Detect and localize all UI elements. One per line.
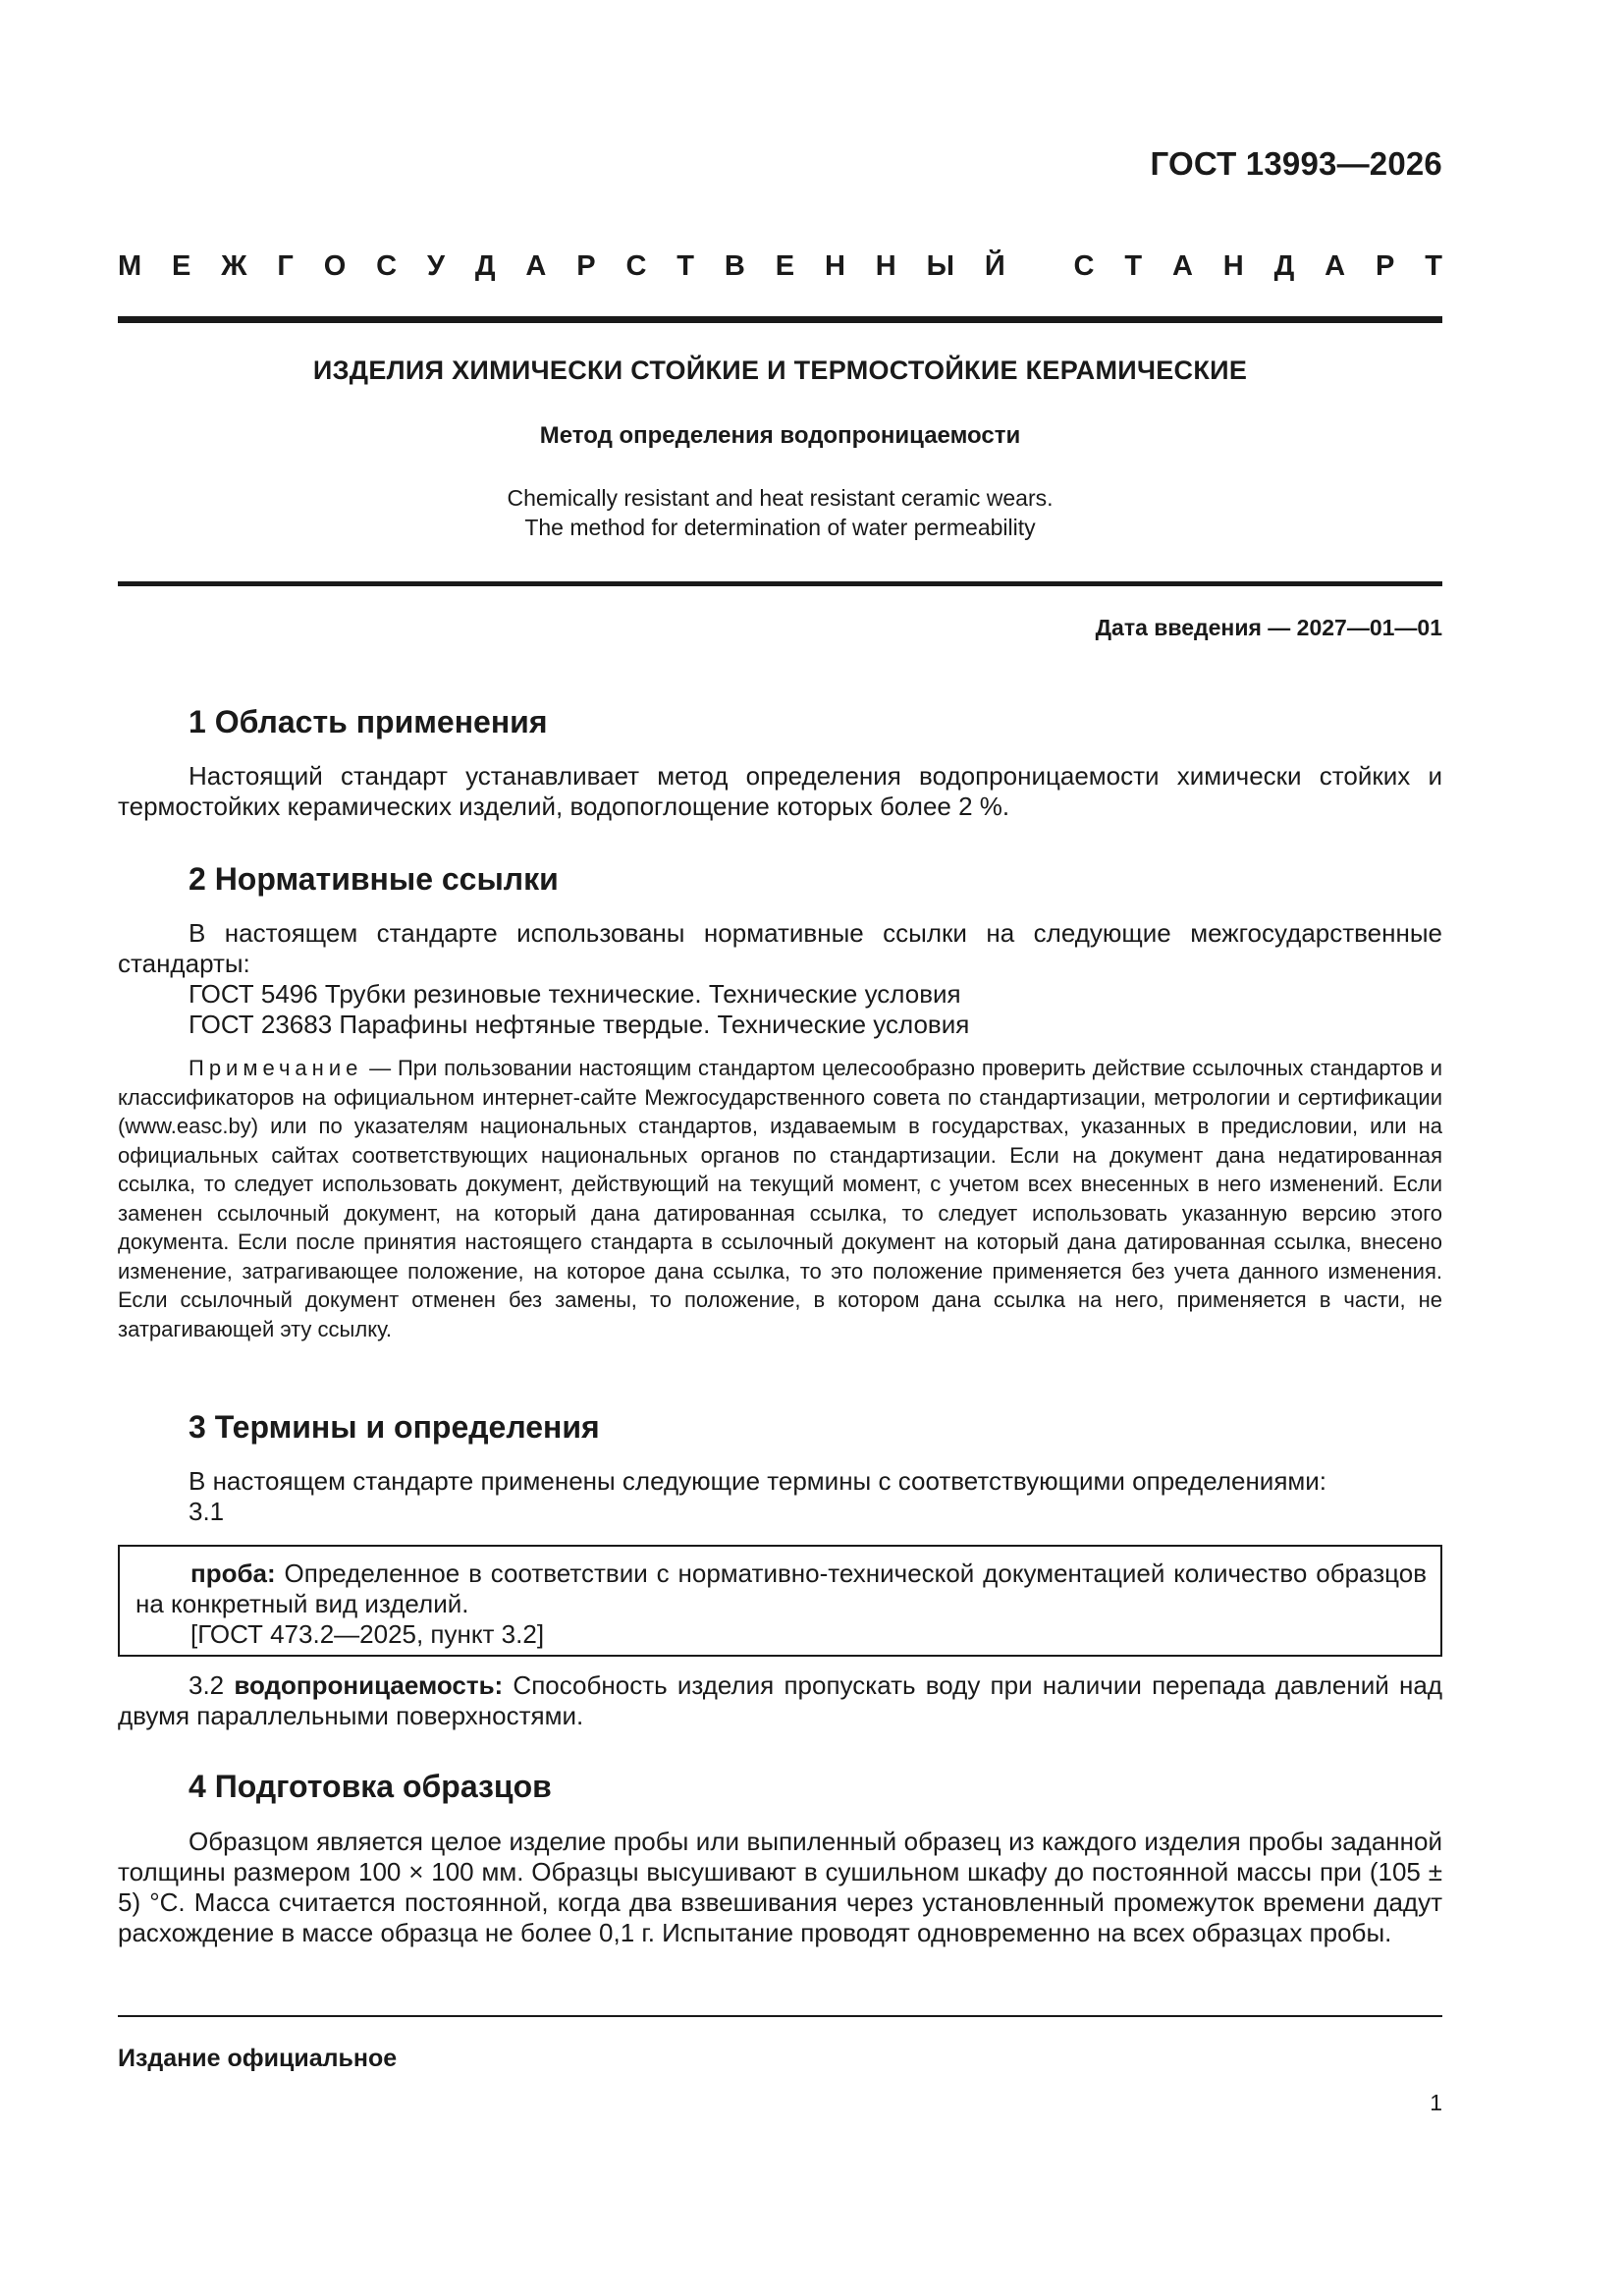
standard-type-letter: Н — [875, 250, 896, 282]
normative-reference-1: ГОСТ 5496 Трубки резиновые технические. Технические условия — [189, 979, 961, 1009]
section-3-heading: 3 Термины и определения — [189, 1409, 600, 1445]
standard-type-letter: Д — [1273, 250, 1295, 282]
term-1-definition: проба: Определенное в соответствии с нормативно-технической документацией количество образцов на конкретный вид изделий. — [135, 1558, 1427, 1618]
standard-type-letter: Е — [172, 250, 191, 282]
standard-type-letter: М — [118, 250, 142, 282]
standard-type-letter: С — [1073, 250, 1095, 282]
section-4-paragraph: Образцом является целое изделие пробы или выпиленный образец из каждого изделия пробы заданной толщины размером 100 × 100 мм. Образцы высушивают в сушильном шкафу до постоянной массы при (105 ± 5) °С. Масса считается постоянной, когда два взвешивания через установленный промежуток времени дадут расхождение в массе образца не более 0,1 г. Испытание проводят одновременно на всех образцах пробы. — [118, 1827, 1442, 1947]
note-label: Примечание — [189, 1056, 363, 1080]
english-title-line-1: Chemically resistant and heat resistant ceramic wears. — [507, 485, 1054, 511]
standard-type-letter: Ж — [221, 250, 247, 282]
standard-type-letter: Н — [1222, 250, 1244, 282]
term-2-name: водопроницаемость: — [234, 1670, 504, 1700]
standard-type-letter: Р — [1375, 250, 1395, 282]
standard-type-letter: В — [724, 250, 745, 282]
standard-type-letter: А — [1325, 250, 1346, 282]
term-definition-box — [118, 1545, 1442, 1657]
standard-type-letter: Т — [1425, 250, 1442, 282]
document-subtitle: Метод определения водопроницаемости — [539, 422, 1021, 449]
standard-type-letter: Е — [775, 250, 795, 282]
footer-divider — [118, 2015, 1442, 2017]
normative-reference-2: ГОСТ 23683 Парафины нефтяные твердые. Технические условия — [189, 1010, 970, 1039]
standard-type-letter: С — [625, 250, 647, 282]
standard-type-letter: Д — [474, 250, 496, 282]
standard-type-letter: Г — [277, 250, 294, 282]
section-2-paragraph: В настоящем стандарте использованы нормативные ссылки на следующие межгосударственные стандарты: — [118, 918, 1442, 978]
introduction-date: Дата введения — 2027—01—01 — [1095, 615, 1442, 640]
standard-type-letter — [1036, 250, 1044, 283]
title-divider — [118, 581, 1442, 586]
section-1-paragraph: Настоящий стандарт устанавливает метод определения водопроницаемости химически стойких и термостойких керамических изделий, водопоглощение которых более 2 %. — [118, 761, 1442, 821]
standard-type-letter: Й — [984, 250, 1005, 282]
english-title-line-2: The method for determination of water permeability — [524, 515, 1036, 540]
standard-type-letter: У — [426, 250, 445, 282]
section-1-heading: 1 Область применения — [189, 704, 548, 739]
standard-type-letter: А — [1171, 250, 1193, 282]
section-3-paragraph: В настоящем стандарте применены следующие термины с соответствующими определениями: — [189, 1466, 1327, 1496]
term-1-source: [ГОСТ 473.2—2025, пункт 3.2] — [190, 1619, 545, 1649]
english-title — [118, 483, 1442, 542]
document-title: ИЗДЕЛИЯ ХИМИЧЕСКИ СТОЙКИЕ И ТЕРМОСТОЙКИЕ КЕРАМИЧЕСКИЕ — [312, 355, 1248, 385]
standard-type-letter: А — [525, 250, 547, 282]
header-divider — [118, 316, 1442, 323]
standard-type-letter: Ы — [926, 250, 954, 282]
term-1-name: проба: — [190, 1558, 276, 1588]
section-2-heading: 2 Нормативные ссылки — [189, 861, 559, 897]
standard-type-letter: Р — [576, 250, 596, 282]
standard-type-letter: Н — [824, 250, 845, 282]
term-2-definition: 3.2 водопроницаемость: Способность изделия пропускать воду при наличии перепада давлений над двумя параллельными поверхностями. — [118, 1670, 1442, 1730]
note-text: — При пользовании настоящим стандартом целесообразно проверить действие ссылочных стандартов и классификаторов на официальном интернет-сайте Межгосударственного совета по стандартизации, метрологии и сертификации (www.easc.by) или по указателям национальных стандартов, издаваемым в государствах, указанных в предисловии, или на официальных сайтах соответствующих национальных органов по стандартизации. Если на документ дана недатированная ссылка, то следует использовать документ, действующий на текущий момент, с учетом всех внесенных в него изменений. Если заменен ссылочный документ, на который дана датированная ссылка, то следует использовать указанную версию этого документа. Если после принятия настоящего стандарта в ссылочный документ на который дана датированная ссылка, внесено изменение, затрагивающее положение, на которое дана ссылка, то это положение применяется без учета данного изменения. Если ссылочный документ отменен без замены, то положение, в котором дана ссылка на него, применяется в части, не затрагивающей эту ссылку. — [118, 1056, 1442, 1341]
standard-type-letter: О — [323, 250, 347, 282]
standard-type-letter: С — [376, 250, 398, 282]
standard-type-header — [118, 250, 1442, 283]
standard-type-letter: Т — [1124, 250, 1143, 282]
document-code: ГОСТ 13993—2026 — [1150, 145, 1442, 182]
section-2-note — [118, 1054, 1442, 1343]
standard-type-letter: Т — [676, 250, 695, 282]
page-number: 1 — [1430, 2090, 1442, 2115]
edition-label: Издание официальное — [118, 2045, 398, 2072]
term-1-number: 3.1 — [189, 1497, 225, 1526]
section-4-heading: 4 Подготовка образцов — [189, 1769, 552, 1804]
